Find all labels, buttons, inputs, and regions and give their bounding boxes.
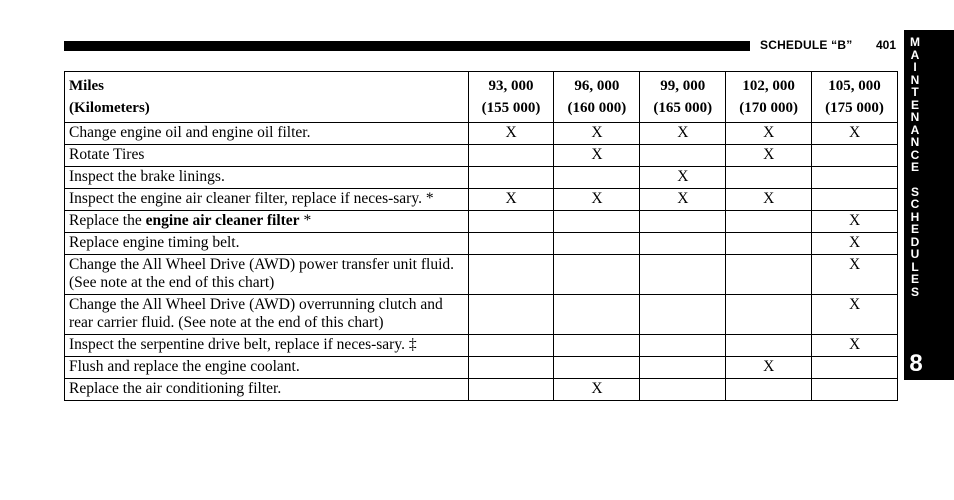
service-mark-cell: X: [640, 189, 726, 211]
table-row: [65, 167, 898, 189]
side-tab-letter: S: [910, 284, 919, 299]
task-text: *: [299, 212, 312, 229]
header-interval-cell: [468, 72, 554, 123]
table-row: [65, 211, 898, 233]
side-tab-letter: E: [910, 222, 919, 236]
service-mark-cell: X: [812, 295, 898, 335]
side-tab-letter: C: [910, 197, 920, 211]
task-cell: Replace the air conditioning filter.: [65, 379, 469, 401]
side-tab-letter: E: [910, 272, 919, 286]
side-tab-letter: A: [910, 47, 920, 62]
service-mark-cell: [468, 255, 554, 295]
service-mark-cell: [468, 335, 554, 357]
side-tab-letter: H: [910, 209, 920, 224]
interval-miles: 99, 000: [660, 78, 706, 94]
service-mark-cell: [554, 295, 640, 335]
side-tab-letter: A: [910, 122, 920, 137]
task-cell: Flush and replace the engine coolant.: [65, 357, 469, 379]
table-row: [65, 379, 898, 401]
header-miles-label: Miles: [69, 78, 104, 94]
side-tab-letter: D: [910, 234, 920, 249]
maintenance-schedule-table: [64, 71, 898, 401]
chapter-side-tab: [904, 30, 954, 380]
table-header-row: [65, 72, 898, 123]
table-row: [65, 295, 898, 335]
service-mark-cell: [726, 233, 812, 255]
table-row: [65, 123, 898, 145]
service-mark-cell: [640, 295, 726, 335]
service-mark-cell: [726, 211, 812, 233]
service-mark-cell: [640, 145, 726, 167]
service-mark-cell: X: [726, 123, 812, 145]
service-mark-cell: X: [554, 379, 640, 401]
service-mark-cell: [640, 379, 726, 401]
task-cell: Change engine oil and engine oil filter.: [65, 123, 469, 145]
service-mark-cell: [468, 357, 554, 379]
service-mark-cell: [554, 357, 640, 379]
side-tab-letter: T: [911, 85, 919, 99]
header-miles-cell: [65, 72, 469, 123]
interval-km: (155 000): [481, 100, 541, 116]
interval-miles: 96, 000: [574, 78, 620, 94]
header-interval-cell: [554, 72, 640, 123]
side-tab-letter: N: [910, 110, 920, 124]
service-mark-cell: [468, 295, 554, 335]
header-rule: [64, 41, 750, 51]
side-tab-letter: N: [910, 72, 920, 87]
service-mark-cell: [554, 335, 640, 357]
service-mark-cell: X: [726, 357, 812, 379]
service-mark-cell: [640, 357, 726, 379]
table-row: [65, 357, 898, 379]
table-row: [65, 145, 898, 167]
header-interval-cell: [812, 72, 898, 123]
service-mark-cell: [554, 255, 640, 295]
service-mark-cell: [468, 145, 554, 167]
interval-km: (170 000): [739, 100, 799, 116]
interval-km: (165 000): [653, 100, 713, 116]
service-mark-cell: [726, 255, 812, 295]
service-mark-cell: [554, 167, 640, 189]
service-mark-cell: X: [554, 123, 640, 145]
service-mark-cell: X: [812, 233, 898, 255]
service-mark-cell: [812, 189, 898, 211]
service-mark-cell: X: [554, 189, 640, 211]
table-row: [65, 255, 898, 295]
service-mark-cell: [640, 335, 726, 357]
service-mark-cell: [726, 295, 812, 335]
chapter-number: 8: [909, 350, 923, 377]
service-mark-cell: [812, 379, 898, 401]
service-mark-cell: X: [812, 335, 898, 357]
service-mark-cell: [812, 167, 898, 189]
service-mark-cell: X: [726, 145, 812, 167]
service-mark-cell: [640, 255, 726, 295]
table-row: [65, 233, 898, 255]
service-mark-cell: X: [726, 189, 812, 211]
side-tab-letter: N: [910, 135, 920, 149]
task-cell: Change the All Wheel Drive (AWD) overrunning clutch and rear carrier fluid. (See note at the end of this chart): [65, 295, 469, 335]
side-tab-letter: S: [910, 184, 919, 199]
header-interval-cell: [640, 72, 726, 123]
service-mark-cell: [468, 233, 554, 255]
service-mark-cell: [640, 233, 726, 255]
header-kilometers-label: (Kilometers): [69, 100, 150, 116]
table-row: [65, 335, 898, 357]
service-mark-cell: X: [640, 167, 726, 189]
side-tab-letter: L: [911, 259, 919, 274]
service-mark-cell: X: [640, 123, 726, 145]
page-section-title: SCHEDULE “B”: [760, 38, 853, 52]
service-mark-cell: [468, 379, 554, 401]
service-mark-cell: [554, 211, 640, 233]
service-mark-cell: [640, 211, 726, 233]
service-mark-cell: X: [468, 189, 554, 211]
header-interval-cell: [726, 72, 812, 123]
task-cell: Inspect the brake linings.: [65, 167, 469, 189]
service-mark-cell: X: [812, 211, 898, 233]
service-mark-cell: X: [468, 123, 554, 145]
task-cell: Replace engine timing belt.: [65, 233, 469, 255]
side-tab-letter: E: [910, 160, 919, 174]
side-tab-letter: M: [910, 35, 920, 49]
service-mark-cell: [812, 357, 898, 379]
service-mark-cell: [554, 233, 640, 255]
service-mark-cell: X: [812, 123, 898, 145]
task-text: Replace the: [69, 212, 146, 229]
interval-km: (175 000): [825, 100, 884, 116]
interval-miles: 93, 000: [488, 78, 534, 94]
side-tab-letter: E: [910, 97, 919, 112]
service-mark-cell: X: [812, 255, 898, 295]
task-text-bold: engine air cleaner filter: [145, 212, 300, 229]
side-tab-letter: C: [910, 147, 920, 162]
task-cell: Inspect the serpentine drive belt, replace if neces-sary. ‡: [65, 335, 469, 357]
service-mark-cell: [726, 379, 812, 401]
service-mark-cell: [468, 167, 554, 189]
table-row: [65, 189, 898, 211]
service-mark-cell: [468, 211, 554, 233]
service-mark-cell: [726, 335, 812, 357]
task-cell: Inspect the engine air cleaner filter, replace if neces-sary. *: [65, 189, 469, 211]
interval-km: (160 000): [567, 100, 627, 116]
task-cell: Rotate Tires: [65, 145, 469, 167]
interval-miles: 102, 000: [742, 78, 795, 94]
interval-miles: 105, 000: [828, 78, 881, 94]
side-tab-letter: U: [910, 247, 920, 261]
service-mark-cell: [726, 167, 812, 189]
page-number: 401: [876, 38, 897, 52]
service-mark-cell: [812, 145, 898, 167]
service-mark-cell: X: [554, 145, 640, 167]
task-cell: [65, 211, 469, 233]
side-tab-label: [904, 36, 926, 298]
task-cell: Change the All Wheel Drive (AWD) power transfer unit fluid. (See note at the end of this chart): [65, 255, 469, 295]
side-tab-letter: I: [913, 60, 917, 74]
